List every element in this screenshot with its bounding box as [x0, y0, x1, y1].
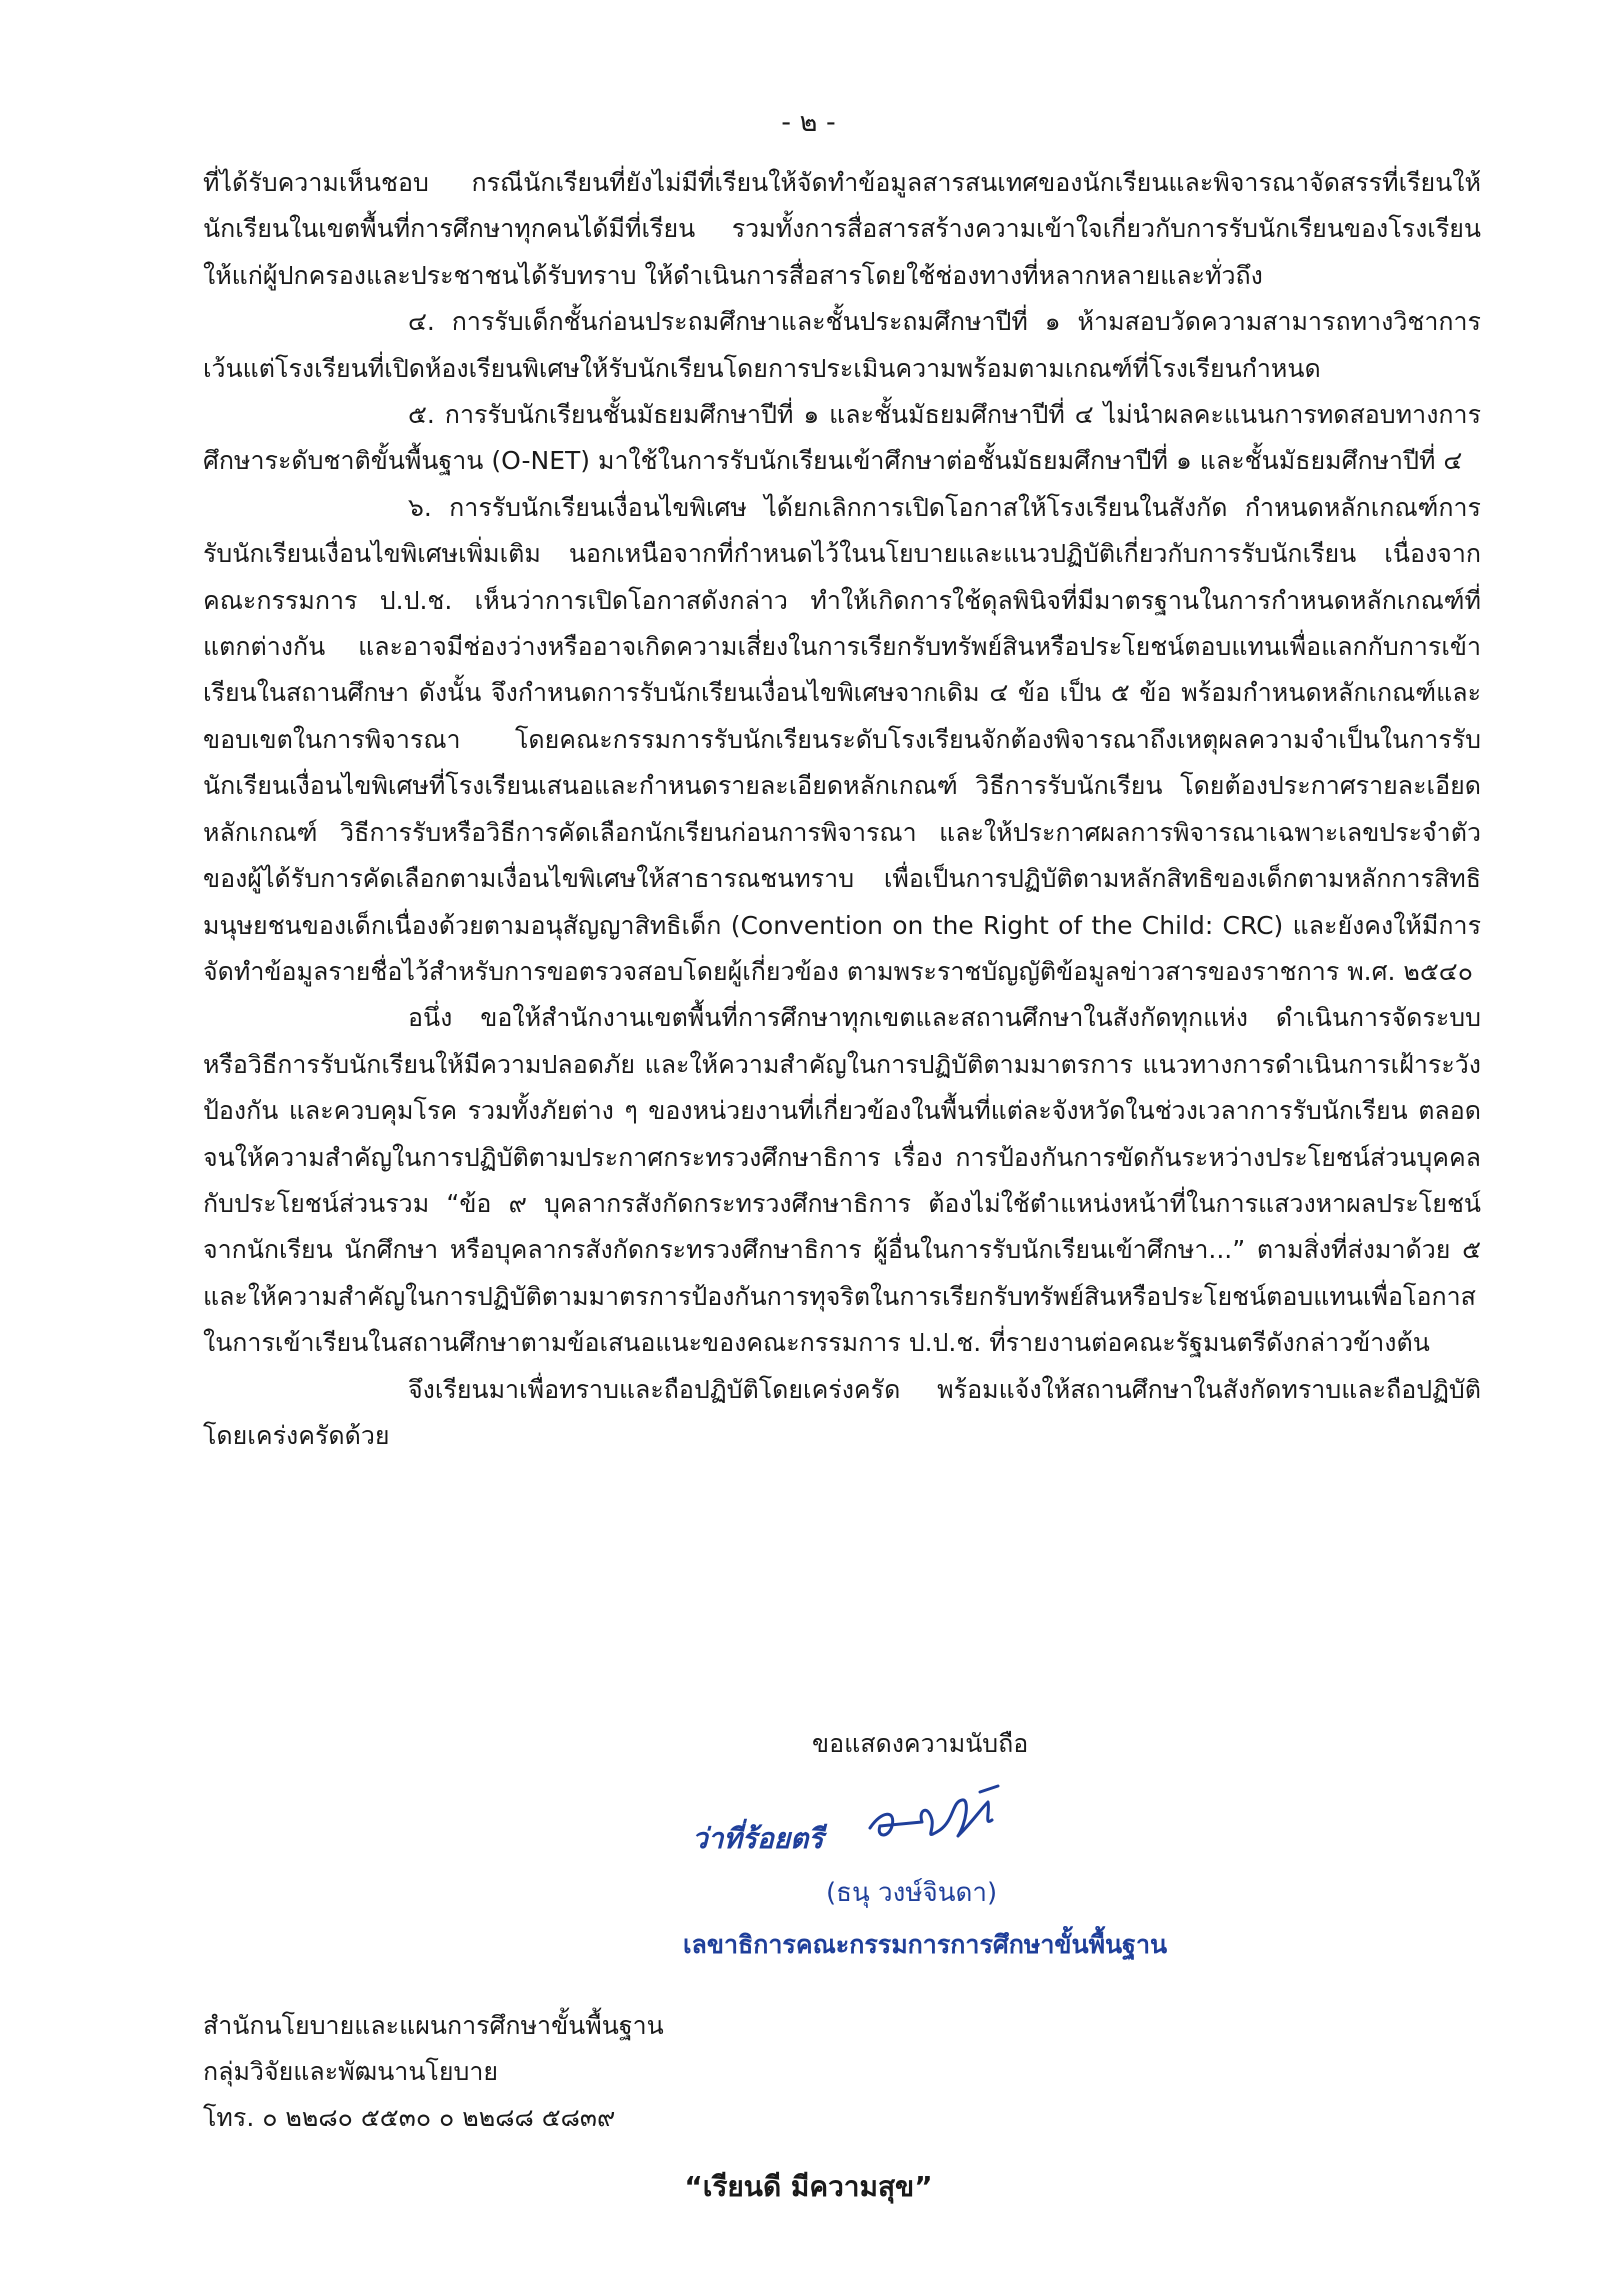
closing-salutation: ขอแสดงความนับถือ — [812, 1729, 1029, 1758]
paragraph-item-5: ๕. การรับนักเรียนชั้นมัธยมศึกษาปีที่ ๑ และชั้นมัธยมศึกษาปีที่ ๔ ไม่นำผลคะแนนการทดสอบทางการศึกษาระดับชาติขั้นพื้นฐาน (O-NET) มาใช้ในการรับนักเรียนเข้าศึกษาต่อชั้นมัธยมศึกษาปีที่ ๑ และชั้นมัธยมศึกษาปีที่ ๔ — [203, 400, 1481, 476]
paragraph-request: จึงเรียนมาเพื่อทราบและถือปฏิบัติโดยเคร่งครัด พร้อมแจ้งให้สถานศึกษาในสังกัดทราบและถือปฏิบัติโดยเคร่งครัดด้วย — [203, 1374, 1481, 1450]
paragraph-item-6: ๖. การรับนักเรียนเงื่อนไขพิเศษ ได้ยกเลิกการเปิดโอกาสให้โรงเรียนในสังกัด กำหนดหลักเกณฑ์การรับนักเรียนเงื่อนไขพิเศษเพิ่มเติม นอกเหนือจากที่กำหนดไว้ในนโยบายและแนวปฏิบัติเกี่ยวกับการรับนักเรียน เนื่องจากคณะกรรมการ ป.ป.ช. เห็นว่าการเปิดโอกาสดังกล่าว ทำให้เกิดการใช้ดุลพินิจที่มีมาตรฐานในการกำหนดหลักเกณฑ์ที่แตกต่างกัน และอาจมีช่องว่างหรืออาจเกิดความเสี่ยงในการเรียกรับทรัพย์สินหรือประโยชน์ตอบแทนเพื่อแลกกับการเข้าเรียนในสถานศึกษา ดังนั้น จึงกำหนดการรับนักเรียนเงื่อนไขพิเศษจากเดิม ๔ ข้อ เป็น ๕ ข้อ พร้อมกำหนดหลักเกณฑ์และขอบเขตในการพิจารณา โดยคณะกรรมการรับนักเรียนระดับโรงเรียนจักต้องพิจารณาถึงเหตุผลความจำเป็นในการรับนักเรียนเงื่อนไขพิเศษที่โรงเรียนเสนอและกำหนดรายละเอียดหลักเกณฑ์ วิธีการรับนักเรียน โดยต้องประกาศรายละเอียดหลักเกณฑ์ วิธีการรับหรือวิธีการคัดเลือกนักเรียนก่อนการพิจารณา และให้ประกาศผลการพิจารณาเฉพาะเลขประจำตัวของผู้ได้รับการคัดเลือกตามเงื่อนไขพิเศษให้สาธารณชนทราบ เพื่อเป็นการปฏิบัติตามหลักสิทธิของเด็กตามหลักการสิทธิมนุษยชนของเด็กเนื่องด้วยตามอนุสัญญาสิทธิเด็ก (Convention on the Right of the Child: CRC) และยังคงให้มีการจัดทำข้อมูลรายชื่อไว้สำหรับการขอตรวจสอบโดยผู้เกี่ยวข้อง ตามพระราชบัญญัติข้อมูลข่าวสารของราชการ พ.ศ. ๒๕๔๐ — [203, 492, 1481, 986]
footer-office: สำนักนโยบายและแผนการศึกษาขั้นพื้นฐาน — [203, 2011, 664, 2040]
slogan: “เรียนดี มีความสุข” — [684, 2170, 933, 2203]
letter-body — [203, 160, 1481, 1459]
acting-rank: ว่าที่ร้อยตรี — [692, 1822, 824, 1855]
footer-group: กลุ่มวิจัยและพัฒนานโยบาย — [203, 2057, 499, 2086]
handwritten-signature — [862, 1780, 1012, 1860]
paragraph-continuation: ที่ได้รับความเห็นชอบ กรณีนักเรียนที่ยังไม่มีที่เรียนให้จัดทำข้อมูลสารสนเทศของนักเรียนและพิจารณาจัดสรรที่เรียนให้นักเรียนในเขตพื้นที่การศึกษาทุกคนได้มีที่เรียน รวมทั้งการสื่อสารสร้างความเข้าใจเกี่ยวกับการรับนักเรียนของโรงเรียนให้แก่ผู้ปกครองและประชาชนได้รับทราบ ให้ดำเนินการสื่อสารโดยใช้ช่องทางที่หลากหลายและทั่วถึง — [203, 168, 1481, 290]
paragraph-item-4: ๔. การรับเด็กชั้นก่อนประถมศึกษาและชั้นประถมศึกษาปีที่ ๑ ห้ามสอบวัดความสามารถทางวิชาการ เว้นแต่โรงเรียนที่เปิดห้องเรียนพิเศษให้รับนักเรียนโดยการประเมินความพร้อมตามเกณฑ์ที่โรงเรียนกำหนด — [203, 307, 1481, 383]
signer-name: (ธนุ วงษ์จินดา) — [826, 1878, 998, 1908]
signer-position: เลขาธิการคณะกรรมการการศึกษาขั้นพื้นฐาน — [683, 1930, 1168, 1959]
footer-contact — [203, 2003, 664, 2141]
page-number: - ๒ - — [781, 107, 836, 138]
paragraph-further: อนึ่ง ขอให้สำนักงานเขตพื้นที่การศึกษาทุกเขตและสถานศึกษาในสังกัดทุกแห่ง ดำเนินการจัดระบบหรือวิธีการรับนักเรียนให้มีความปลอดภัย และให้ความสำคัญในการปฏิบัติตามมาตรการ แนวทางการดำเนินการเฝ้าระวัง ป้องกัน และควบคุมโรค รวมทั้งภัยต่าง ๆ ของหน่วยงานที่เกี่ยวข้องในพื้นที่แต่ละจังหวัดในช่วงเวลาการรับนักเรียน ตลอดจนให้ความสำคัญในการปฏิบัติตามประกาศกระทรวงศึกษาธิการ เรื่อง การป้องกันการขัดกันระหว่างประโยชน์ส่วนบุคคลกับประโยชน์ส่วนรวม “ข้อ ๙ บุคลากรสังกัดกระทรวงศึกษาธิการ ต้องไม่ใช้ตำแหน่งหน้าที่ในการแสวงหาผลประโยชน์จากนักเรียน นักศึกษา หรือบุคลากรสังกัดกระทรวงศึกษาธิการ ผู้อื่นในการรับนักเรียนเข้าศึกษา...” ตามสิ่งที่ส่งมาด้วย ๕ และให้ความสำคัญในการปฏิบัติตามมาตรการป้องกันการทุจริตในการเรียกรับทรัพย์สินหรือประโยชน์ตอบแทนเพื่อโอกาสในการเข้าเรียนในสถานศึกษาตามข้อเสนอแนะของคณะกรรมการ ป.ป.ช. ที่รายงานต่อคณะรัฐมนตรีดังกล่าวข้างต้น — [203, 1003, 1481, 1358]
footer-phone: โทร. ๐ ๒๒๘๐ ๕๕๓๐ ๐ ๒๒๘๘ ๕๘๓๙ — [203, 2103, 616, 2132]
